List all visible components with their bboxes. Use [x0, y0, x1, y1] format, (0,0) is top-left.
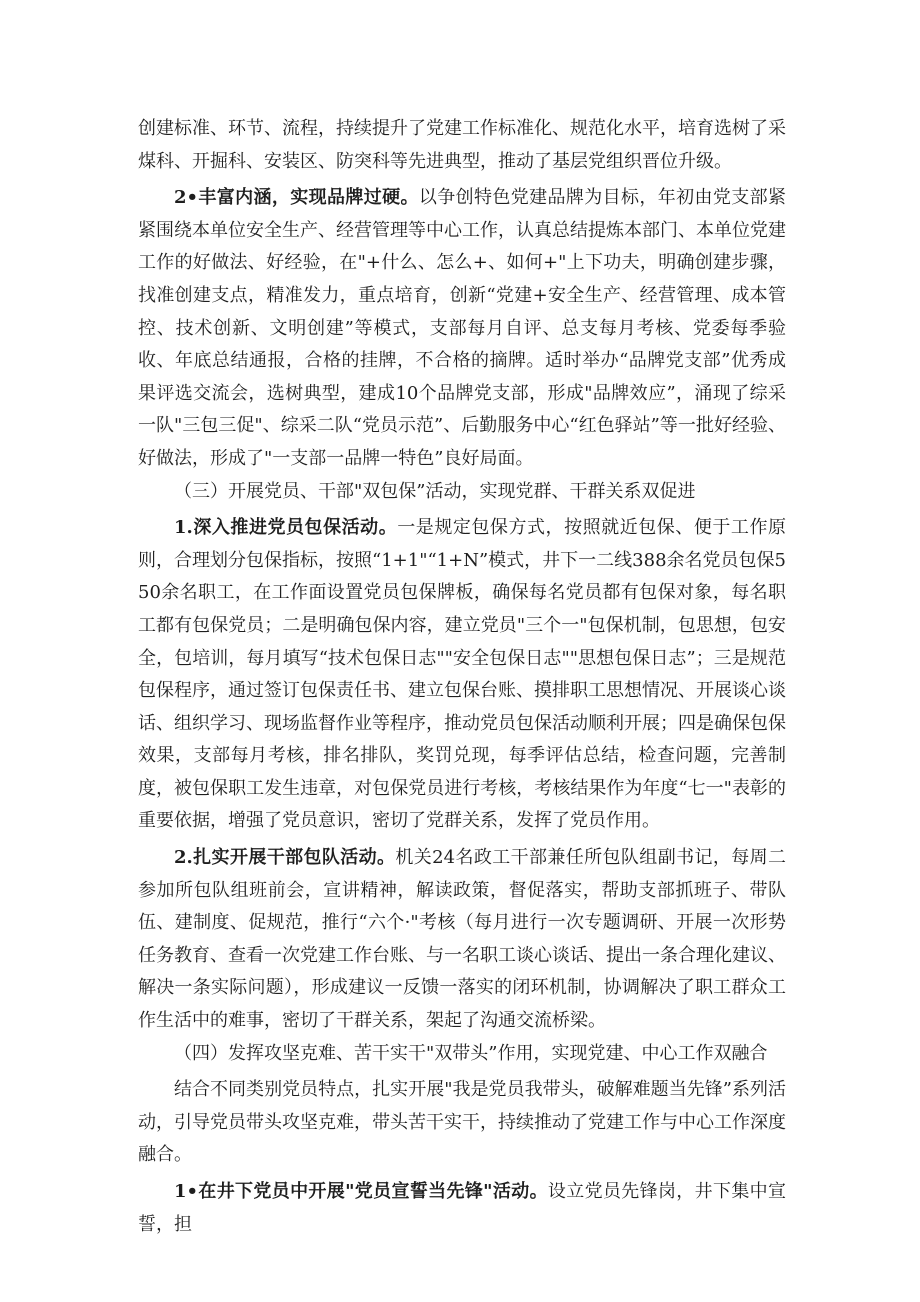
paragraph-text: 以争创特色党建品牌为目标，年初由党支部紧紧围绕本单位安全生产、经营管理等中心工作，认真总结提炼本部门、本单位党建工作的好做法、好经验，在"+什么、怎么+、如何+"上下功夫，明确创建步骤，找准创建支点，精准发力，重点培育，创新“党建+安全生产、经营管理、成本管控、技术创新、文明创建”等模式，支部每月自评、总支每月考核、党委每季验收、年底总结通报，合格的挂牌，不合格的摘牌。适时举办“品牌党支部”优秀成果评选交流会，选树典型，建成10个品牌党支部，形成"品牌效应”，涌现了综采一队"三包三促"、综采二队“党员示范”、后勤服务中心“红色驿站”等一批好经验、好做法，形成了"一支部一品牌一特色”良好局面。 — [138, 187, 786, 469]
paragraph-brand — [138, 182, 786, 475]
paragraph-text: 机关24名政工干部兼任所包队组副书记，每周二参加所包队组班前会，宣讲精神，解读政策，督促落实，帮助支部抓班子、带队伍、建制度、促规范，推行“六个·"考核（每月进行一次专题调研、开展一次形势任务教育、查看一次党建工作台账、与一名职工谈心谈话、提出一条合理化建议、解决一条实际问题），形成建议一反馈一落实的闭环机制，协调解决了职工群众工作生活中的难事，密切了干群关系，架起了沟通交流桥梁。 — [138, 847, 786, 1032]
paragraph-lead: 1.深入推进党员包保活动。 — [174, 517, 398, 539]
paragraph-oath — [138, 1176, 786, 1241]
section-heading-3: （三）开展党员、干部"双包保”活动，实现党群、干群关系双促进 — [174, 480, 696, 502]
paragraph-text: 一是规定包保方式，按照就近包保、便于工作原则，合理划分包保指标，按照“1+1"“1+N”模式，井下一二线388余名党员包保550余名职工，在工作面设置党员包保牌板，确保每名党员都有包保对象，每名职工都有包保党员；二是明确包保内容，建立党员"三个一"包保机制，包思想，包安全，包培训，每月填写“技术包保日志""安全包保日志""思想包保日志”；三是规范包保程序，通过签订包保责任书、建立包保台账、摸排职工思想情况、开展谈心谈话、组织学习、现场监督作业等程序，推动党员包保活动顺利开展；四是确保包保效果，支部每月考核，排名排队，奖罚兑现，每季评估总结，检查问题，完善制度，被包保职工发生违章，对包保党员进行考核，考核结果作为年度“七一"表彰的重要依据，增强了党员意识，密切了党群关系，发挥了党员作用。 — [138, 517, 786, 832]
paragraph-cadre-team — [138, 842, 786, 1038]
paragraph-lead: 2.扎实开展干部包队活动。 — [174, 847, 396, 869]
paragraph-party-member-guarantee — [138, 512, 786, 838]
paragraph-continuation — [138, 113, 786, 178]
document-page — [138, 113, 786, 1241]
paragraph-text: 设立党员先锋岗，井下集中宣誓，担 — [138, 1181, 786, 1235]
paragraph-text: 创建标准、环节、流程，持续提升了党建工作标准化、规范化水平，培育选树了采煤科、开掘科、安装区、防突科等先进典型，推动了基层党组织晋位升级。 — [138, 118, 786, 172]
section-heading-4: （四）发挥攻坚克难、苦干实干"双带头”作用，实现党建、中心工作双融合 — [174, 1042, 768, 1064]
paragraph-text: 结合不同类别党员特点，扎实开展"我是党员我带头，破解难题当先锋”系列活动，引导党员带头攻坚克难，带头苦干实干，持续推动了党建工作与中心工作深度融合。 — [138, 1079, 786, 1166]
paragraph-integration — [138, 1074, 786, 1172]
paragraph-lead: 2•丰富内涵，实现品牌过硬。 — [174, 187, 419, 209]
paragraph-lead: 1•在井下党员中开展"党员宣誓当先锋"活动。 — [174, 1181, 548, 1202]
